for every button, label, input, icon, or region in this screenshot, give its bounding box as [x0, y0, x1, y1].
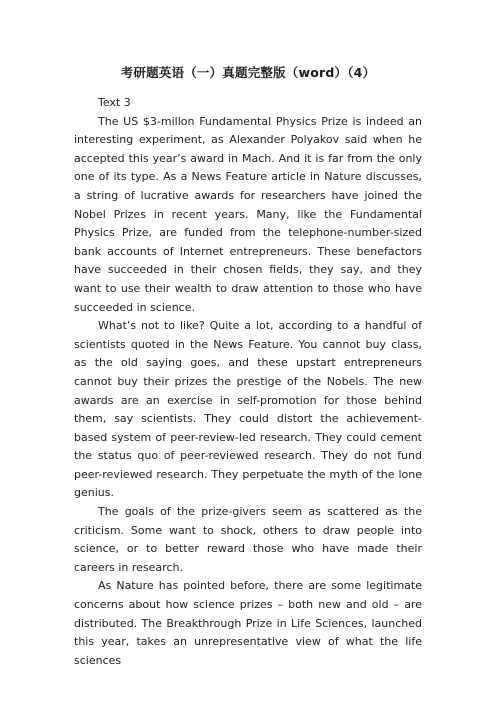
paragraph-2: What’s not to like? Quite a lot, according to a handful of scientists quoted in the News Feature. You cannot buy class, as the old saying goes, and these upstart entrepreneurs cannot buy their prizes the prestige of the Nobels. The new awards are an exercise in self-promotion for those behind them, say scientists. They could distort the achievement-based system of peer-review-led research. They could cement the status quo of peer-reviewed research. They do not fund peer-reviewed research. They perpetuate the myth of the lone genius.: [74, 319, 422, 500]
section-label: Text 3: [98, 96, 131, 109]
document-title: 考研题英语（一）真题完整版（word）（4）: [120, 65, 376, 80]
paragraph-1: The US $3-millon Fundamental Physics Prize is indeed an interesting experiment, as Alexander Polyakov said when he accepted this year’s award in Mach. And it is far from the only one of its type. As a News Feature article in Nature discusses, a string of lucrative awards for researchers have joined the Nobel Prizes in recent years. Many, like the Fundamental Physics Prize, are funded from the telephone-number-sized bank accounts of Internet entrepreneurs. These benefactors have succeeded in their chosen fields, they say, and they want to use their wealth to draw attention to those who have succeeded in science.: [74, 114, 422, 314]
document-body: [74, 94, 422, 670]
paragraph-3: The goals of the prize-givers seem as scattered as the criticism. Some want to shock, others to draw people into science, or to better reward those who have made their careers in research.: [74, 505, 422, 574]
paragraph-4: As Nature has pointed before, there are some legitimate concerns about how science prizes – both new and old – are distributed. The Breakthrough Prize in Life Sciences, launched this year, takes an unrepresentative view of what the life sciences: [74, 579, 422, 667]
